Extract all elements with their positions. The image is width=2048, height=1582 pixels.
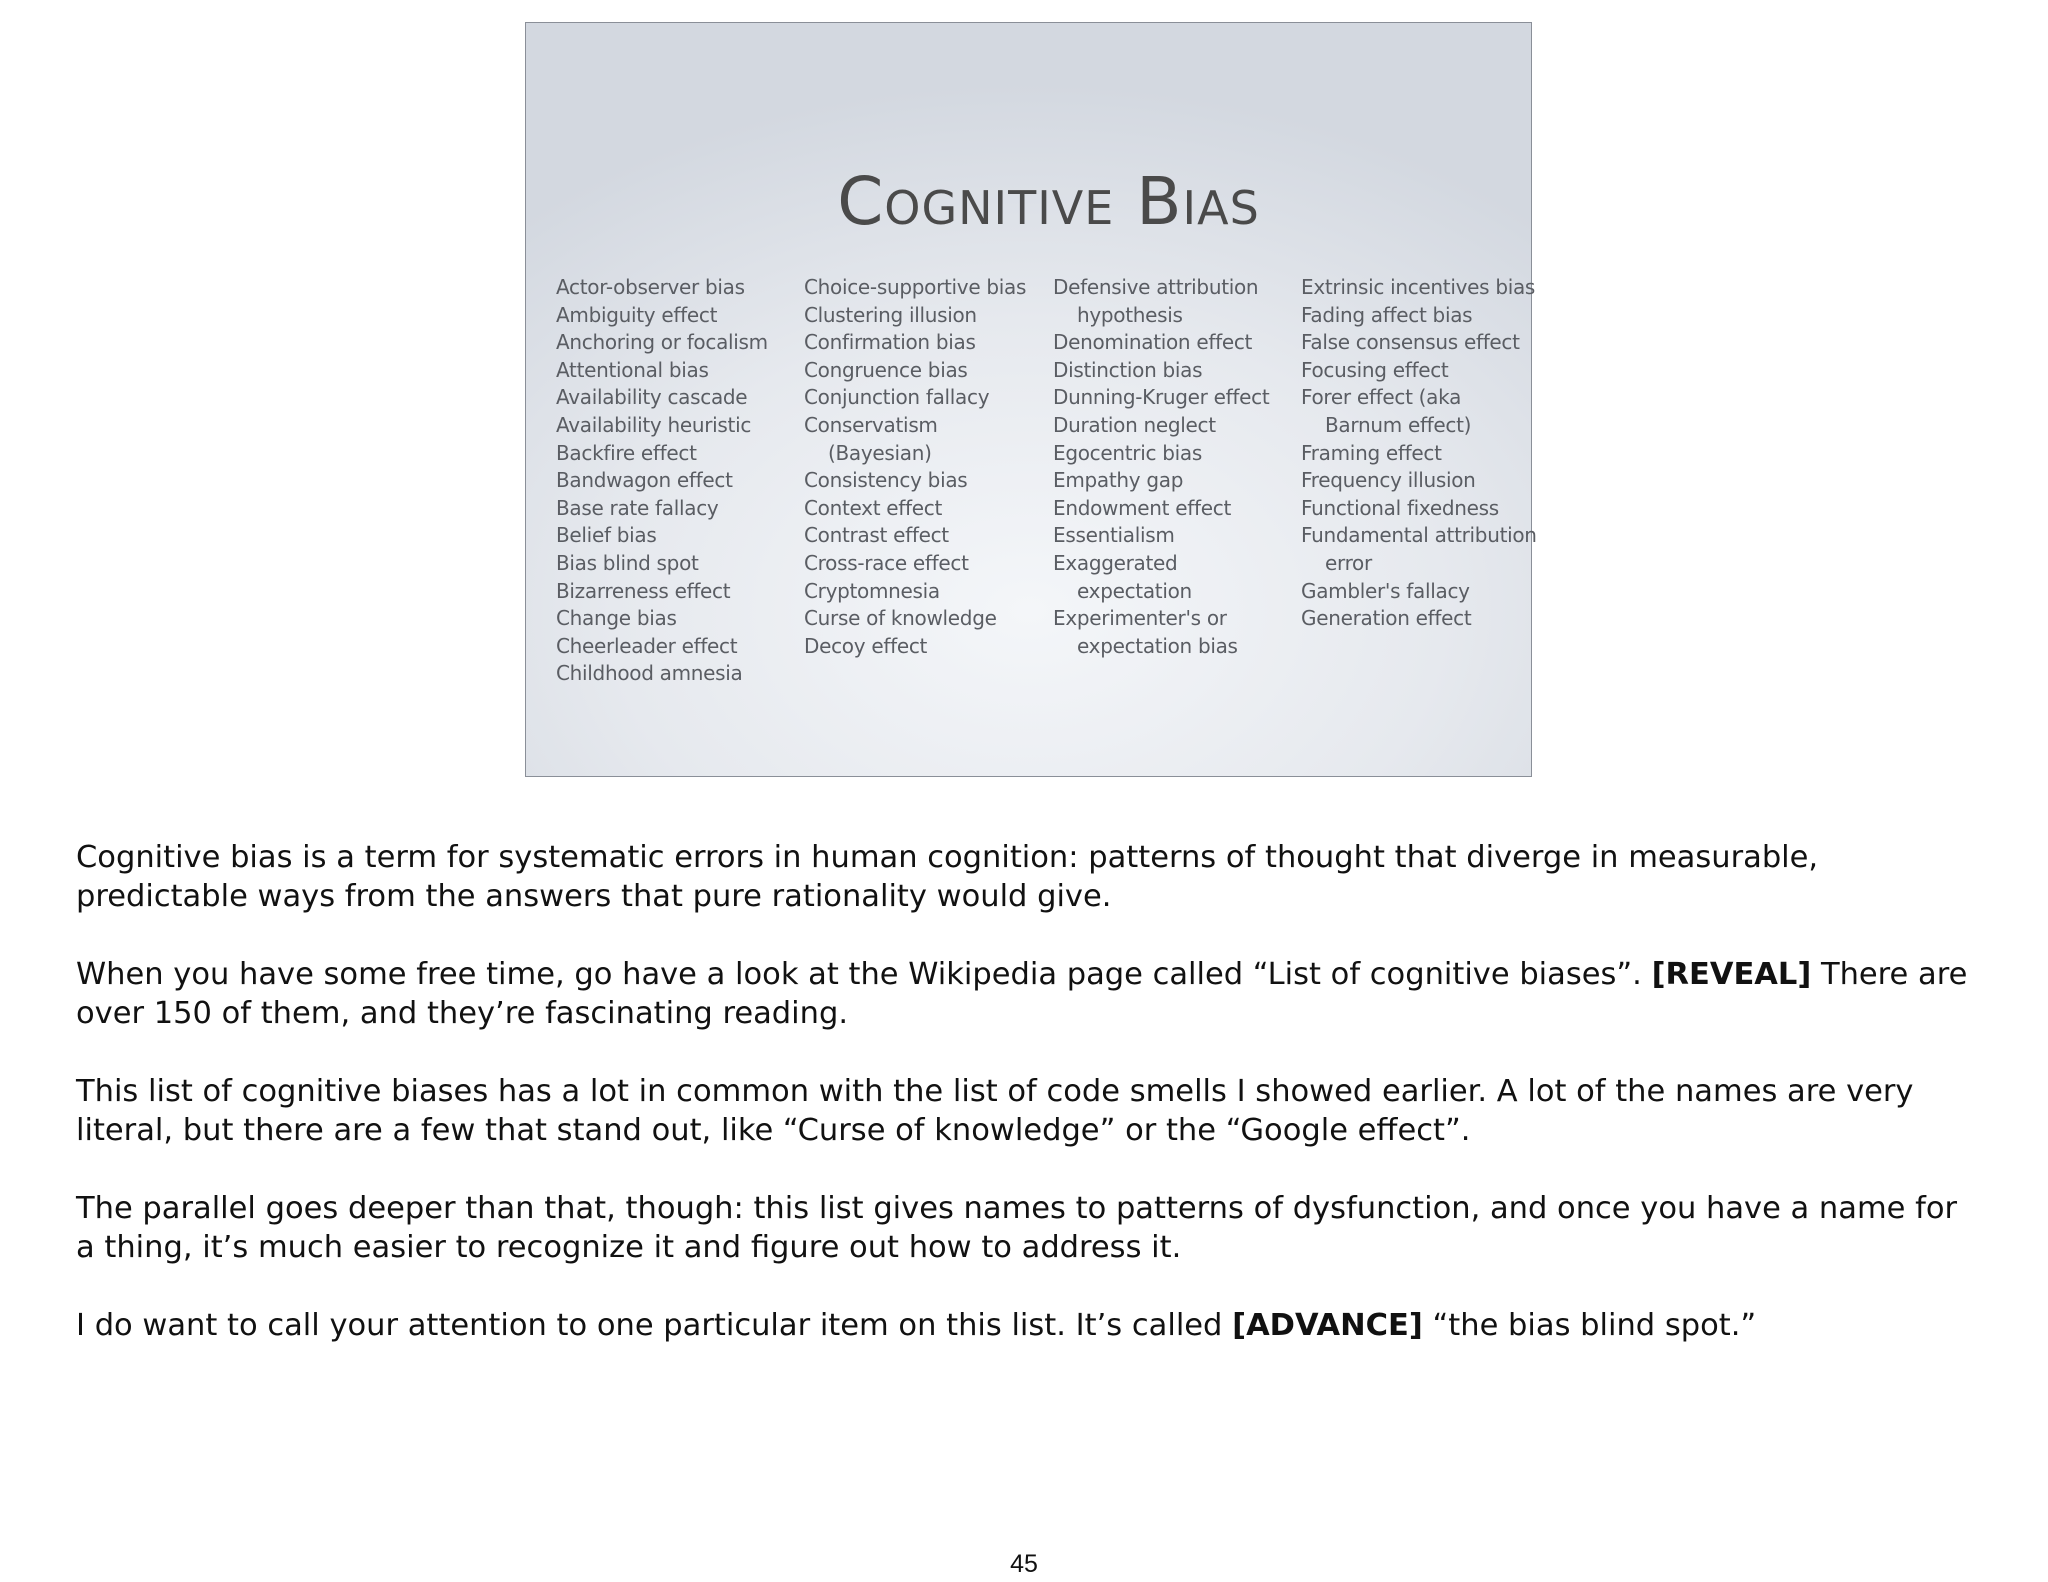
bias-column-4: [1301, 274, 1541, 633]
bias-item: Denomination effect: [1053, 330, 1253, 355]
bias-column-1: [556, 274, 796, 688]
bias-item: Availability heuristic: [556, 412, 752, 437]
notes-text: I do want to call your attention to one particular item on this list. It’s called: [76, 1308, 1233, 1343]
slide-title: Cognitive Bias: [837, 163, 1260, 240]
bias-item: Dunning-Kruger effect: [1053, 385, 1270, 410]
bias-item: Defensive attribution hypothesis: [1053, 275, 1259, 327]
bias-item: Exaggerated expectation: [1053, 550, 1192, 603]
bias-item: Change bias: [556, 606, 677, 631]
bias-item: Confirmation bias: [804, 330, 976, 355]
bias-column-2: [804, 274, 1044, 660]
bias-item: Bias blind spot: [556, 550, 699, 575]
bias-item: Ambiguity effect: [556, 302, 718, 327]
notes-paragraph-2: [76, 955, 1976, 1033]
bias-item: Generation effect: [1301, 606, 1472, 631]
bias-item: False consensus effect: [1301, 330, 1520, 355]
bias-item: Contrast effect: [804, 523, 949, 548]
notes-text: When you have some free time, go have a look at the Wikipedia page called “List of cognitive biases”.: [76, 957, 1652, 992]
bias-item: Bandwagon effect: [556, 468, 733, 493]
bias-item: Consistency bias: [804, 468, 968, 493]
bias-item: Conservatism (Bayesian): [804, 412, 938, 465]
bias-item: Cross-race effect: [804, 550, 969, 575]
notes-text: There are over 150 of them, and they’re fascinating reading.: [76, 957, 1968, 1031]
bias-item: Functional fixedness: [1301, 495, 1499, 520]
bias-item: Availability cascade: [556, 385, 748, 410]
bias-item: Empathy gap: [1053, 468, 1184, 493]
bias-item: Frequency illusion: [1301, 468, 1476, 493]
notes-paragraph-1: Cognitive bias is a term for systematic errors in human cognition: patterns of thought that diverge in measurable, predictable ways from the answers that pure rationality would give.: [76, 840, 1819, 914]
bias-item: Decoy effect: [804, 633, 928, 658]
bias-item: Base rate fallacy: [556, 495, 719, 520]
bias-item: Forer effect (aka Barnum effect): [1301, 385, 1472, 437]
reveal-cue: [REVEAL]: [1651, 957, 1812, 992]
bias-item: Clustering illusion: [804, 302, 977, 327]
advance-cue: [ADVANCE]: [1232, 1308, 1423, 1343]
bias-item: Congruence bias: [804, 357, 968, 382]
bias-item: Attentional bias: [556, 357, 709, 382]
notes-text: “the bias blind spot.”: [1422, 1308, 1757, 1343]
bias-item: Choice-supportive bias: [804, 275, 1027, 299]
notes-paragraph-3: This list of cognitive biases has a lot in common with the list of code smells I showed earlier. A lot of the names are very literal, but there are a few that stand out, like “Curse of knowledge” or the “Google effect”.: [76, 1074, 1914, 1148]
bias-item: Gambler's fallacy: [1301, 578, 1470, 603]
bias-item: Bizarreness effect: [556, 578, 731, 603]
bias-item: Childhood amnesia: [556, 661, 743, 686]
bias-item: Distinction bias: [1053, 357, 1203, 382]
bias-item: Belief bias: [556, 523, 657, 548]
bias-item: Anchoring or focalism: [556, 330, 768, 355]
bias-item: Experimenter's or expectation bias: [1053, 606, 1238, 658]
bias-item: Focusing effect: [1301, 357, 1449, 382]
notes-paragraph-5: [76, 1306, 1976, 1345]
bias-item: Actor-observer bias: [556, 275, 745, 299]
bias-item: Egocentric bias: [1053, 440, 1202, 465]
speaker-notes: [76, 838, 1976, 1384]
bias-item: Endowment effect: [1053, 495, 1231, 520]
bias-item: Fading affect bias: [1301, 302, 1473, 327]
bias-item: Backfire effect: [556, 440, 697, 465]
page-number: 45: [1010, 1550, 1038, 1578]
notes-paragraph-4: The parallel goes deeper than that, though: this list gives names to patterns of dysfunction, and once you have a name for a thing, it’s much easier to recognize it and figure out how to address it.: [76, 1191, 1958, 1265]
bias-item: Cheerleader effect: [556, 633, 738, 658]
bias-item: Context effect: [804, 495, 943, 520]
bias-item: Conjunction fallacy: [804, 385, 990, 410]
bias-item: Curse of knowledge: [804, 606, 997, 631]
bias-item: Fundamental attribution error: [1301, 523, 1537, 575]
bias-item: Essentialism: [1053, 523, 1175, 548]
bias-item: Framing effect: [1301, 440, 1442, 465]
bias-item: Extrinsic incentives bias: [1301, 275, 1536, 299]
bias-item: Duration neglect: [1053, 412, 1216, 437]
slide-thumbnail: [525, 22, 1537, 777]
bias-column-3: [1053, 274, 1293, 660]
bias-item: Cryptomnesia: [804, 578, 940, 603]
